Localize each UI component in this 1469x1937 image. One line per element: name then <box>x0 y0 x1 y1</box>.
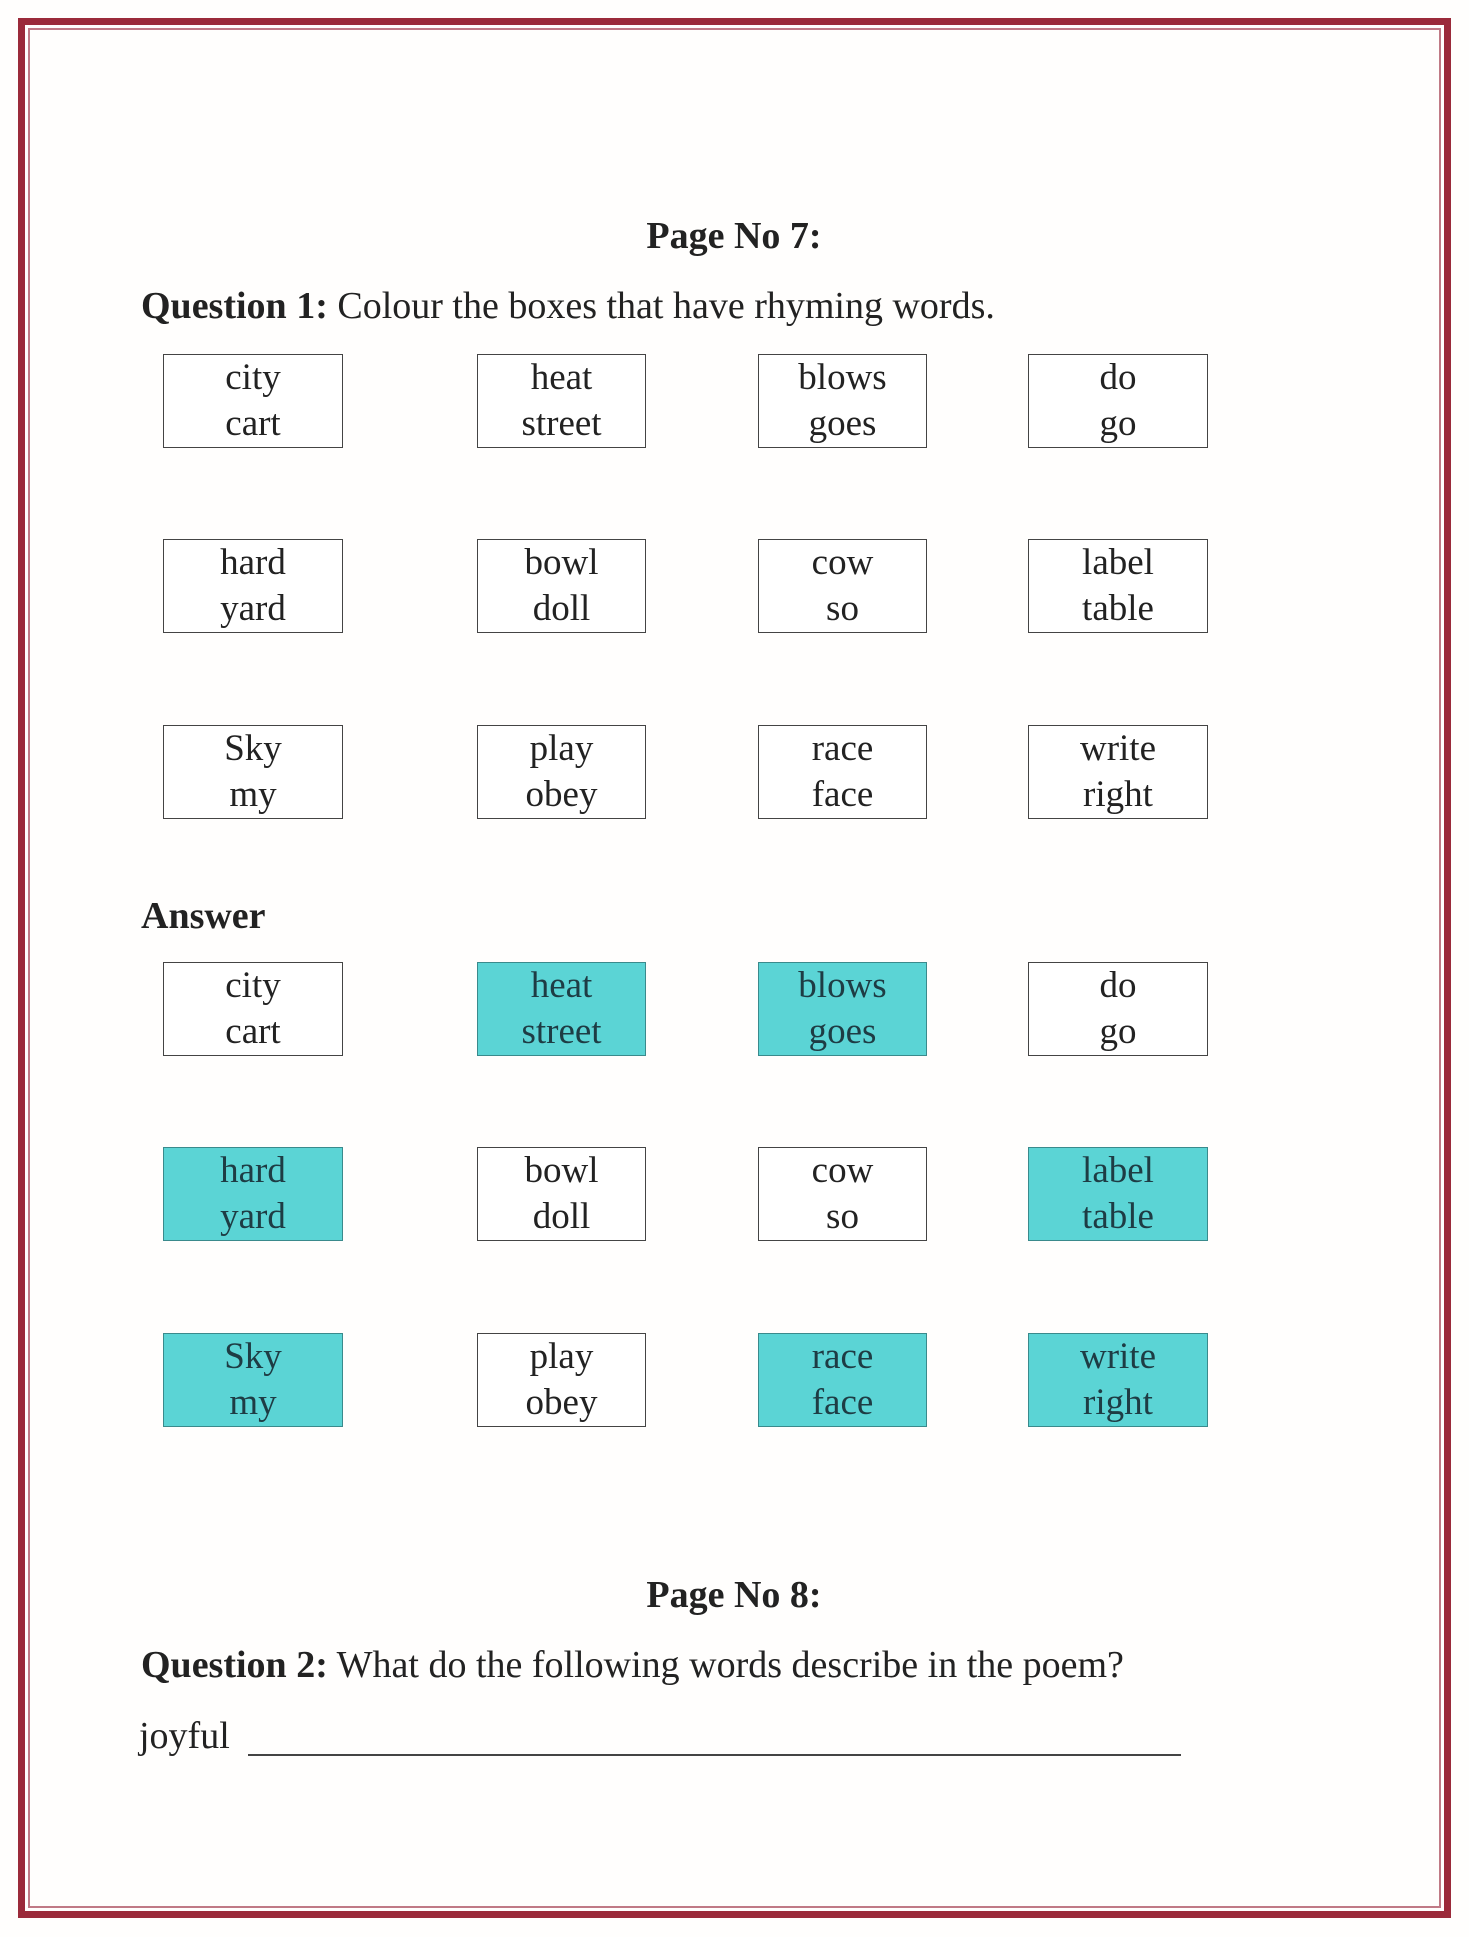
question-box[interactable] <box>1028 725 1208 819</box>
box-word: city <box>225 357 281 398</box>
box-word: obey <box>525 1382 598 1423</box>
answer-heading: Answer <box>141 895 266 937</box>
box-word: hard <box>220 1150 286 1191</box>
answer-box[interactable] <box>758 1333 927 1427</box>
answer-box[interactable] <box>758 1147 927 1241</box>
answer-box[interactable] <box>163 962 343 1056</box>
answer-box[interactable] <box>163 1333 343 1427</box>
box-word: go <box>1099 403 1137 444</box>
box-word: my <box>229 1382 277 1423</box>
box-word: heat <box>530 357 593 398</box>
question-box[interactable] <box>163 354 343 448</box>
box-word: table <box>1082 1196 1154 1237</box>
box-word: cart <box>225 1011 281 1052</box>
box-word: race <box>811 1336 874 1377</box>
answer-box[interactable] <box>477 962 646 1056</box>
box-word: doll <box>532 1196 591 1237</box>
box-word: goes <box>808 1011 877 1052</box>
question-box[interactable] <box>758 725 927 819</box>
box-word: cow <box>811 542 874 583</box>
answer-box[interactable] <box>758 962 927 1056</box>
box-word: city <box>225 965 281 1006</box>
joyful-label: joyful <box>139 1715 230 1757</box>
box-word: table <box>1082 588 1154 629</box>
box-word: play <box>529 728 594 769</box>
box-word: right <box>1083 774 1153 815</box>
box-word: do <box>1099 357 1137 398</box>
box-word: race <box>811 728 874 769</box>
question-box[interactable] <box>1028 354 1208 448</box>
question-box[interactable] <box>477 354 646 448</box>
box-word: bowl <box>524 1150 599 1191</box>
box-word: write <box>1079 728 1157 769</box>
box-word: doll <box>532 588 591 629</box>
box-word: Sky <box>224 1336 282 1377</box>
box-word: right <box>1083 1382 1153 1423</box>
box-word: my <box>229 774 277 815</box>
box-word: label <box>1082 542 1154 583</box>
answer-box[interactable] <box>1028 1333 1208 1427</box>
answer-box[interactable] <box>163 1147 343 1241</box>
box-word: yard <box>220 1196 286 1237</box>
box-word: so <box>826 588 859 629</box>
box-word: street <box>521 403 602 444</box>
answer-line[interactable] <box>248 1754 1181 1756</box>
page7-heading: Page No 7: <box>646 215 822 257</box>
question-box[interactable] <box>1028 539 1208 633</box>
box-word: cart <box>225 403 281 444</box>
box-word: heat <box>530 965 593 1006</box>
question-box[interactable] <box>163 539 343 633</box>
box-word: obey <box>525 774 598 815</box>
question-box[interactable] <box>477 539 646 633</box>
box-word: label <box>1082 1150 1154 1191</box>
question-2: Question 2: What do the following words describe in the poem? <box>141 1644 1124 1686</box>
page8-heading: Page No 8: <box>646 1574 822 1616</box>
box-word: so <box>826 1196 859 1237</box>
box-word: goes <box>808 403 877 444</box>
answer-box[interactable] <box>477 1333 646 1427</box>
box-word: blows <box>798 357 887 398</box>
box-word: write <box>1079 1336 1157 1377</box>
box-word: play <box>529 1336 594 1377</box>
box-word: yard <box>220 588 286 629</box>
question-box[interactable] <box>758 354 927 448</box>
box-word: hard <box>220 542 286 583</box>
box-word: face <box>811 1382 874 1423</box>
question-box[interactable] <box>477 725 646 819</box>
box-word: face <box>811 774 874 815</box>
box-word: bowl <box>524 542 599 583</box>
box-word: Sky <box>224 728 282 769</box>
box-word: do <box>1099 965 1137 1006</box>
answer-box[interactable] <box>477 1147 646 1241</box>
box-word: cow <box>811 1150 874 1191</box>
answer-box[interactable] <box>1028 1147 1208 1241</box>
box-word: street <box>521 1011 602 1052</box>
question-box[interactable] <box>163 725 343 819</box>
answer-box[interactable] <box>1028 962 1208 1056</box>
question-box[interactable] <box>758 539 927 633</box>
question-1: Question 1: Colour the boxes that have rhyming words. <box>141 285 995 327</box>
box-word: go <box>1099 1011 1137 1052</box>
box-word: blows <box>798 965 887 1006</box>
